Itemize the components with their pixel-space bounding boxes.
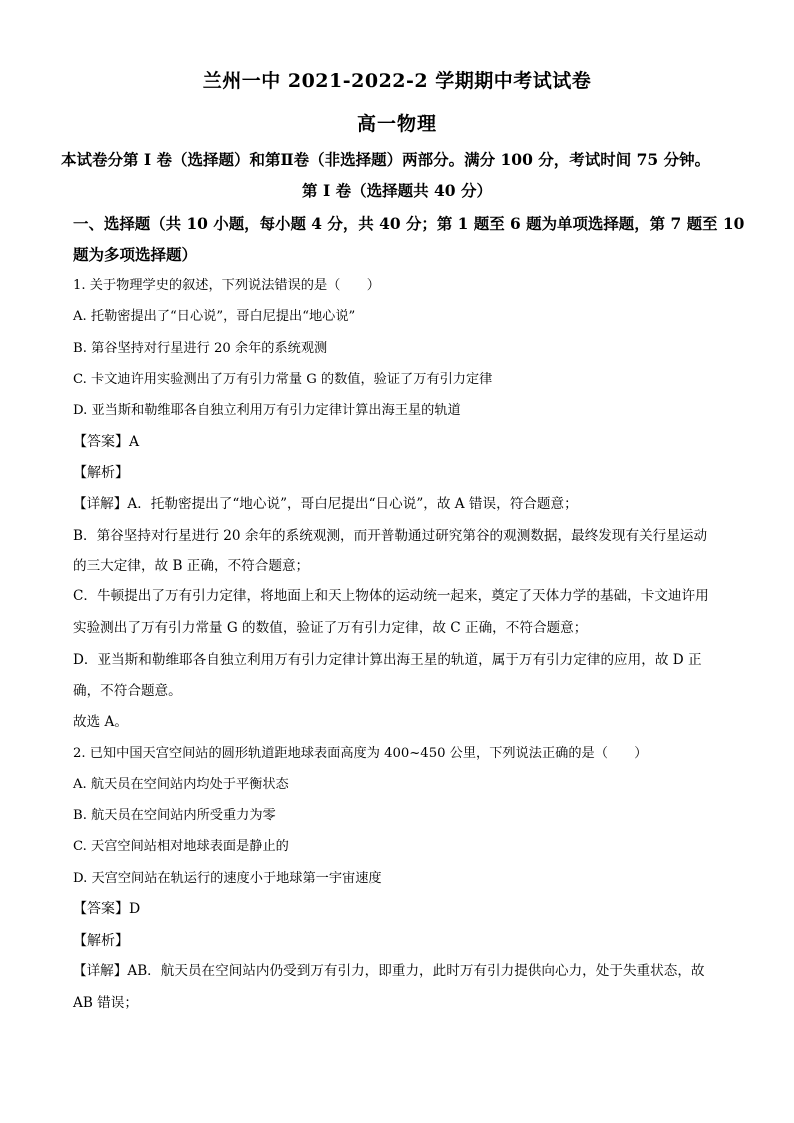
question-1-option-c: C. 卡文迪许用实验测出了万有引力常量 G 的数值，验证了万有引力定律 <box>73 372 493 387</box>
question-1-detail-line: D．亚当斯和勒维耶各自独立利用万有引力定律计算出海王星的轨道，属于万有引力定律的应用，故 D 正 <box>73 652 702 668</box>
question-1-detail-line: 实验测出了万有引力常量 G 的数值，验证了万有引力定律，故 C 正确，不符合题意； <box>73 620 588 636</box>
section-heading-line2: 题为多项选择题） <box>73 245 198 264</box>
question-1-detail-line: 【详解】A．托勒密提出了“地心说”，哥白尼提出“日心说”，故 A 错误，符合题意； <box>73 496 578 512</box>
page-subtitle: 高一物理 <box>356 113 437 135</box>
part-one-title: 第 I 卷（选择题共 40 分） <box>302 181 492 200</box>
question-1-detail-line: 的三大定律，故 B 正确，不符合题意； <box>73 558 310 574</box>
question-2-answer: 【答案】D <box>73 901 141 917</box>
question-2-option-d: D. 天宫空间站在轨运行的速度小于地球第一宇宙速度 <box>73 871 382 886</box>
question-1-option-d: D. 亚当斯和勒维耶各自独立利用万有引力定律计算出海王星的轨道 <box>73 403 461 418</box>
question-1-detail-line: B．第谷坚持对行星进行 20 余年的系统观测，而开普勒通过研究第谷的观测数据，最终发现有关行星运动 <box>73 528 708 544</box>
question-1-detail-line: 确，不符合题意。 <box>73 683 182 699</box>
question-1-stem: 1. 关于物理学史的叙述，下列说法错误的是（ ） <box>73 278 380 293</box>
question-1-conclusion: 故选 A。 <box>73 714 128 730</box>
question-2-analysis-label: 【解析】 <box>73 933 129 949</box>
question-2-option-b: B. 航天员在空间站内所受重力为零 <box>73 808 276 823</box>
question-1-analysis-label: 【解析】 <box>73 465 129 481</box>
question-1-option-b: B. 第谷坚持对行星进行 20 余年的系统观测 <box>73 341 328 356</box>
question-2-stem: 2. 已知中国天宫空间站的圆形轨道距地球表面高度为 400~450 公里，下列说法正确的是（ ） <box>73 746 648 761</box>
question-1-answer: 【答案】A <box>73 434 140 450</box>
exam-note: 本试卷分第 I 卷（选择题）和第Ⅱ卷（非选择题）两部分。满分 100 分，考试时间 75 分钟。 <box>61 150 711 169</box>
question-2-detail-line: 【详解】AB．航天员在空间站内仍受到万有引力，即重力，此时万有引力提供向心力，处于失重状态，故 <box>73 963 705 979</box>
question-2-detail-line: AB 错误； <box>73 995 138 1011</box>
question-2-option-c: C. 天宫空间站相对地球表面是静止的 <box>73 839 289 854</box>
question-2-option-a: A. 航天员在空间站内均处于平衡状态 <box>73 777 289 792</box>
question-1-detail-line: C．牛顿提出了万有引力定律，将地面上和天上物体的运动统一起来，奠定了天体力学的基础，卡文迪许用 <box>73 588 709 604</box>
page-title: 兰州一中 2021-2022-2 学期期中考试试卷 <box>202 70 592 92</box>
section-heading-line1: 一、选择题（共 10 小题，每小题 4 分，共 40 分；第 1 题至 6 题为单项选择题，第 7 题至 10 <box>73 214 745 233</box>
question-1-option-a: A. 托勒密提出了“日心说”，哥白尼提出“地心说” <box>73 309 356 324</box>
